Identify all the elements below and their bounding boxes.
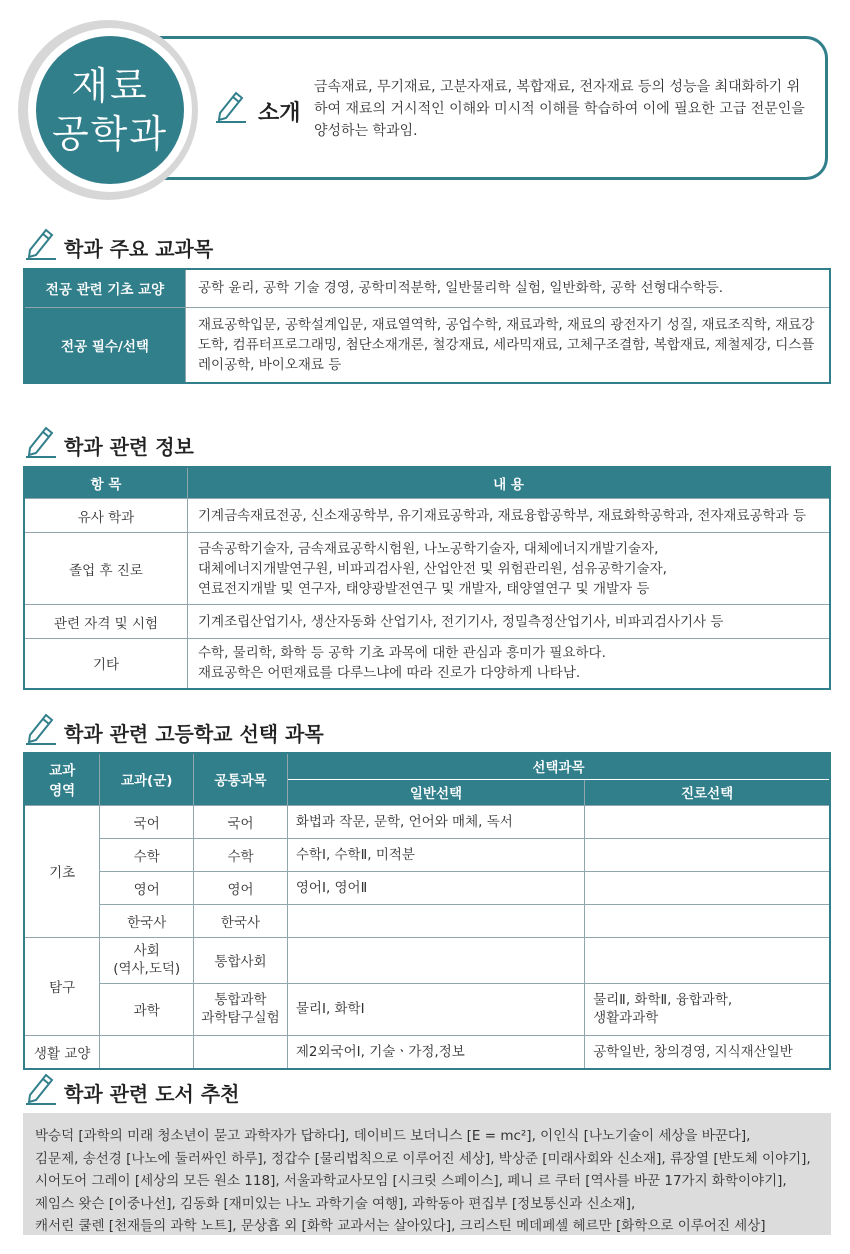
hs-subjects-table [23, 752, 831, 1070]
content-line: 기계조립산업기사, 생산자동화 산업기사, 전기기사, 정밀측정산업기사, 비파괴검사기사 등 [198, 613, 724, 630]
general-cell [287, 904, 584, 937]
header-common: 공통과목 [194, 753, 288, 805]
pencil-icon [24, 710, 58, 746]
header-area [24, 753, 100, 805]
area-basic: 기초 [24, 805, 100, 937]
header-content: 내 용 [188, 467, 831, 499]
section-title-courses: 학과 주요 교과목 [64, 237, 214, 261]
career-line: 물리Ⅱ, 화학Ⅱ, 융합과학, [593, 992, 733, 1008]
career-cell [585, 937, 830, 983]
table-row [24, 904, 830, 937]
row-content [188, 605, 831, 639]
table-header-row [24, 467, 830, 499]
common-cell: 한국사 [194, 904, 288, 937]
content-line: 대체에너지개발연구원, 비파괴검사원, 산업안전 및 위험관리원, 섬유공학기술자, [198, 560, 667, 577]
book-line: 캐서린 쿨렌 [천재들의 과학 노트], 문상흡 외 [화학 교과서는 살아있다], 크리스틴 메데페셀 헤르만 [화학으로 이루어진 세상] [35, 1218, 766, 1234]
group-line: (역사,도덕) [113, 961, 181, 977]
header-elective: 선택과목 [287, 753, 830, 779]
header-area-line: 영역 [49, 783, 76, 800]
row-label: 기타 [24, 639, 188, 689]
table-row [24, 1035, 830, 1069]
common-line: 통합과학 [214, 992, 267, 1008]
pencil-icon [24, 225, 58, 261]
career-cell [585, 871, 830, 904]
general-cell: 영어Ⅰ, 영어Ⅱ [287, 871, 584, 904]
group-cell: 수학 [100, 838, 194, 871]
group-cell [100, 937, 194, 983]
group-cell [100, 1035, 194, 1069]
header-area-line: 교과 [49, 763, 76, 780]
table-row [24, 307, 830, 383]
book-line: 김문제, 송선경 [나노에 둘러싸인 하루], 정갑수 [물리법칙으로 이루어진 세상], 박상준 [미래사회와 신소재], 류장열 [반도체 이야기], [35, 1150, 811, 1167]
dept-badge [36, 36, 184, 184]
row-content [188, 533, 831, 605]
group-line: 사회 [133, 943, 160, 959]
common-cell: 통합사회 [194, 937, 288, 983]
row-content [188, 639, 831, 689]
group-cell: 과학 [100, 983, 194, 1035]
area-life: 생활 교양 [24, 1035, 100, 1069]
group-cell: 국어 [100, 805, 194, 838]
section-title-books: 학과 관련 도서 추천 [64, 1082, 240, 1106]
row-label: 관련 자격 및 시험 [24, 605, 188, 639]
general-cell: 수학Ⅰ, 수학Ⅱ, 미적분 [287, 838, 584, 871]
dept-name-line2: 공학과 [51, 112, 169, 156]
header-group: 교과(군) [100, 753, 194, 805]
content-line: 수학, 물리학, 화학 등 공학 기초 과목에 대한 관심과 흥미가 필요하다. [198, 645, 606, 662]
header-general: 일반선택 [287, 779, 584, 805]
table-row [24, 805, 830, 838]
book-line: 박승덕 [과학의 미래 청소년이 묻고 과학자가 답하다], 데이비드 보더니스 [E = mc²], 이인식 [나노기술이 세상을 바꾼다], [35, 1128, 751, 1144]
common-cell: 영어 [194, 871, 288, 904]
pencil-icon [24, 1070, 58, 1106]
common-line: 과학탐구실험 [201, 1010, 280, 1026]
header-item: 항 목 [24, 467, 188, 499]
group-cell: 영어 [100, 871, 194, 904]
common-cell: 수학 [194, 838, 288, 871]
table-row [24, 937, 830, 983]
row-label: 전공 관련 기초 교양 [24, 269, 186, 307]
table-row [24, 533, 830, 605]
courses-table [23, 268, 831, 384]
pencil-icon [24, 423, 58, 459]
content-line: 금속공학기술자, 금속재료공학시험원, 나노공학기술자, 대체에너지개발기술자, [198, 540, 659, 557]
intro-text: 금속재료, 무기재료, 고분자재료, 복합재료, 전자재료 등의 성능을 최대화하기 위하여 재료의 거시적인 이해와 미시적 이해를 학습하여 이에 필요한 고급 전문인을 양성하는 학과임. [314, 79, 805, 139]
book-line: 시어도어 그레이 [세상의 모든 원소 118], 서울과학교사모임 [시크릿 스페이스], 페니 르 쿠터 [역사를 바꾼 17가지 화학이야기], [35, 1173, 787, 1189]
info-table [23, 466, 831, 690]
table-row [24, 871, 830, 904]
pencil-icon [214, 88, 248, 124]
row-content [188, 499, 831, 533]
career-cell [585, 983, 830, 1035]
group-cell: 한국사 [100, 904, 194, 937]
common-cell [194, 983, 288, 1035]
table-row [24, 269, 830, 307]
row-content: 재료공학입문, 공학설계입문, 재료열역학, 공업수학, 재료과학, 재료의 광전자기 성질, 재료조직학, 재료강도학, 컴퓨터프로그래밍, 첨단소재개론, 철강재료, 세라믹재료, 고체구조결함, 복합재료, 제철제강, 디스플레이공학, 바이오재료 등 [186, 307, 831, 383]
dept-name-line1: 재료 [71, 64, 149, 108]
common-cell [194, 1035, 288, 1069]
row-content: 공학 윤리, 공학 기술 경영, 공학미적분학, 일반물리학 실험, 일반화학, 공학 선형대수학등. [186, 269, 831, 307]
table-header-row [24, 753, 830, 779]
career-line: 생활과과학 [593, 1010, 659, 1026]
book-line: 제임스 왓슨 [이중나선], 김동화 [재미있는 나노 과학기술 여행], 과학동아 편집부 [정보통신과 신소재], [35, 1195, 636, 1212]
table-row [24, 499, 830, 533]
career-cell [585, 805, 830, 838]
book-recommendations [23, 1113, 831, 1235]
content-line: 기계금속재료전공, 신소재공학부, 유기재료공학과, 재료융합공학부, 재료화학공학과, 전자재료공학과 등 [198, 507, 806, 524]
common-cell: 국어 [194, 805, 288, 838]
content-line: 재료공학은 어떤재료를 다루느냐에 따라 진로가 다양하게 나타남. [198, 665, 581, 682]
table-row [24, 838, 830, 871]
header-career: 진로선택 [585, 779, 830, 805]
section-title-info: 학과 관련 정보 [64, 435, 194, 459]
general-cell [287, 937, 584, 983]
table-row [24, 983, 830, 1035]
row-label: 전공 필수/선택 [24, 307, 186, 383]
area-inquiry: 탐구 [24, 937, 100, 1035]
career-cell: 공학일반, 창의경영, 지식재산일반 [585, 1035, 830, 1069]
general-cell: 화법과 작문, 문학, 언어와 매체, 독서 [287, 805, 584, 838]
general-cell: 제2외국어Ⅰ, 기술ㆍ가정,정보 [287, 1035, 584, 1069]
general-cell: 물리Ⅰ, 화학Ⅰ [287, 983, 584, 1035]
row-label: 유사 학과 [24, 499, 188, 533]
row-label: 졸업 후 진로 [24, 533, 188, 605]
table-row [24, 639, 830, 689]
intro-label: 소개 [258, 101, 301, 126]
career-cell [585, 838, 830, 871]
career-cell [585, 904, 830, 937]
table-row [24, 605, 830, 639]
section-title-hs-subjects: 학과 관련 고등학교 선택 과목 [64, 722, 324, 746]
content-line: 연료전지개발 및 연구자, 태양광발전연구 및 개발자, 태양열연구 및 개발자 등 [198, 580, 650, 597]
